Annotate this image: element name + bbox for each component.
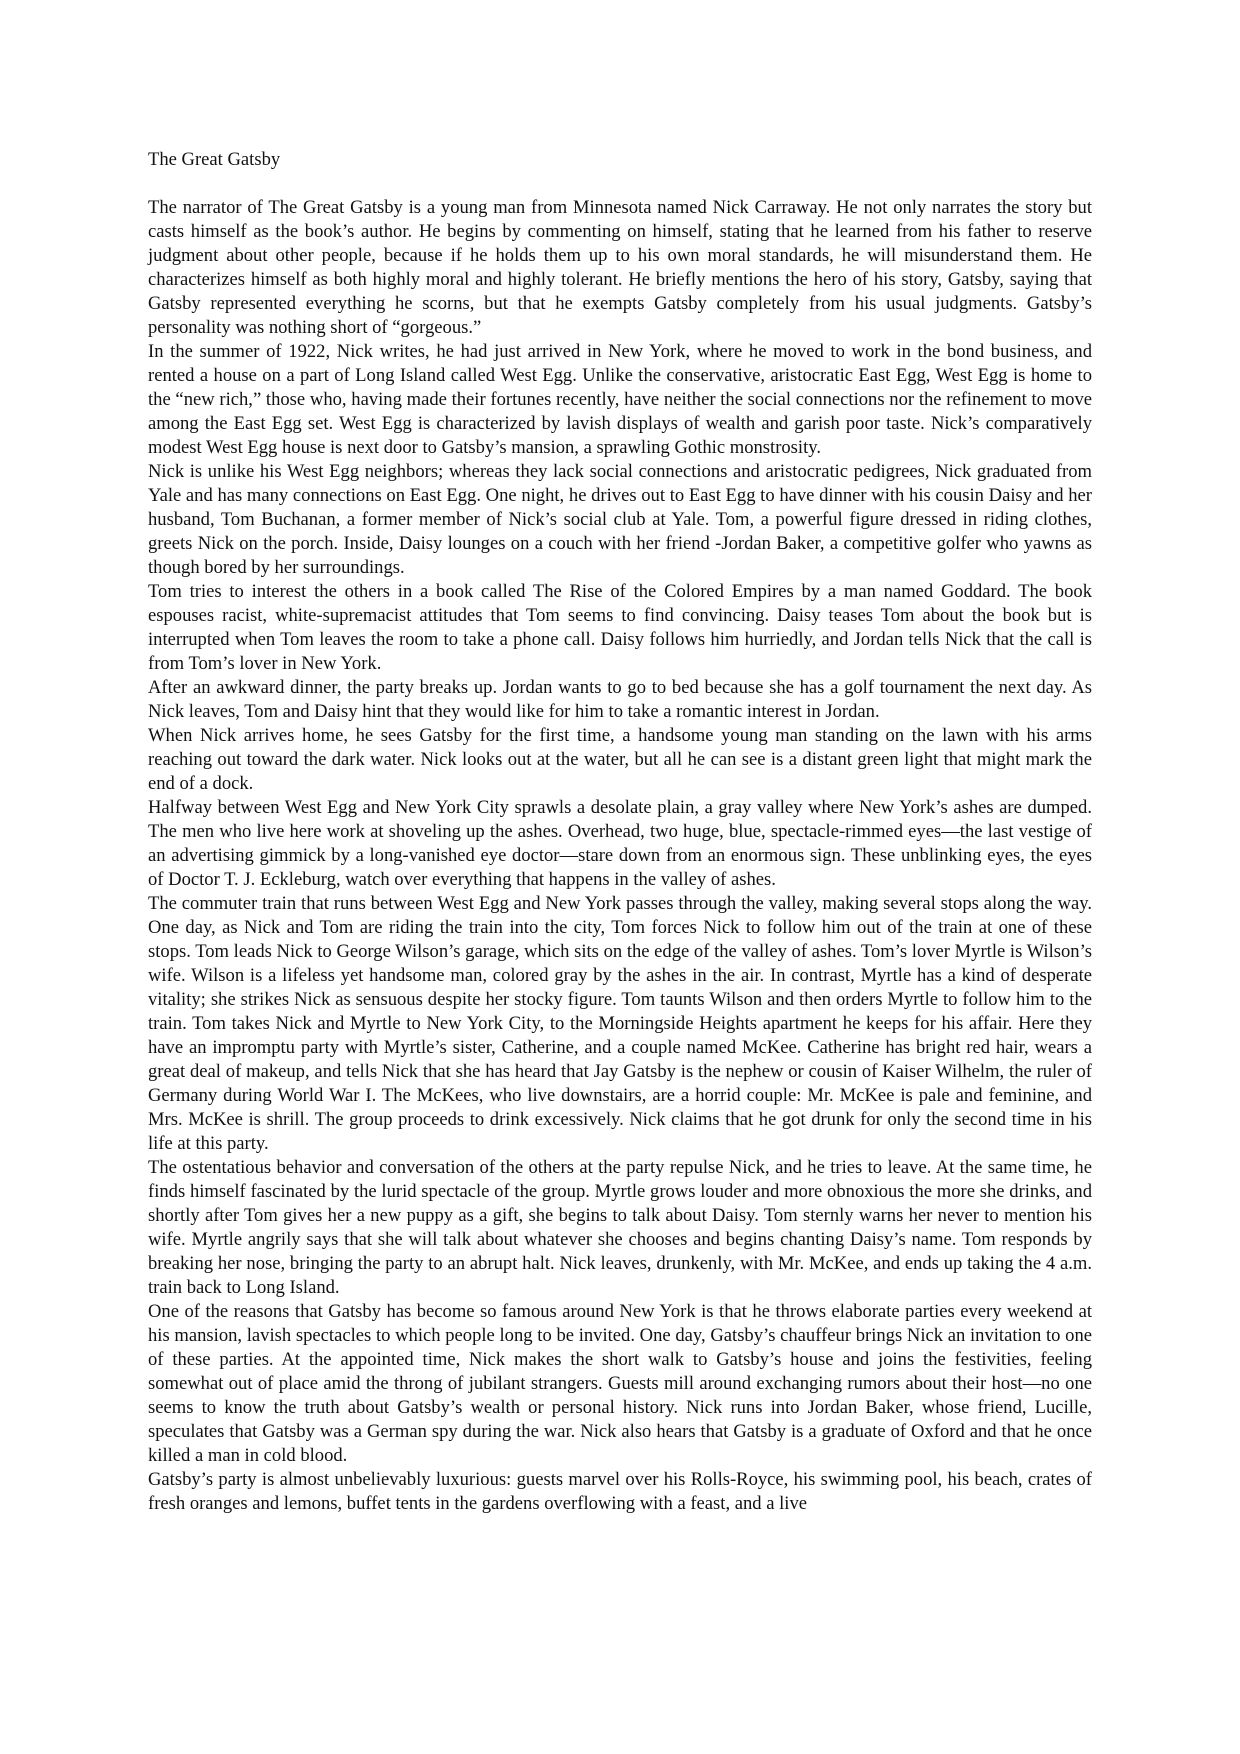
paragraph-6: When Nick arrives home, he sees Gatsby for the first time, a handsome young man standing on the lawn with his arms reaching out toward the dark water. Nick looks out at the water, but all he can see is a distant green light that might mark the end of a dock.: [148, 725, 1092, 794]
paragraph-5: After an awkward dinner, the party breaks up. Jordan wants to go to bed because she has a golf tournament the next day. As Nick leaves, Tom and Daisy hint that they would like for him to take a romantic interest in Jordan.: [148, 677, 1092, 722]
paragraph-3: Nick is unlike his West Egg neighbors; whereas they lack social connections and aristocratic pedigrees, Nick graduated from Yale and has many connections on East Egg. One night, he drives out to East Egg to have dinner with his cousin Daisy and her husband, Tom Buchanan, a former member of Nick’s social club at Yale. Tom, a powerful figure dressed in riding clothes, greets Nick on the porch. Inside, Daisy lounges on a couch with her friend -Jordan Baker, a competitive golfer who yawns as though bored by her surroundings.: [148, 461, 1092, 578]
paragraph-7: Halfway between West Egg and New York City sprawls a desolate plain, a gray valley where New York’s ashes are dumped. The men who live here work at shoveling up the ashes. Overhead, two huge, blue, spectacle-rimmed eyes—the last vestige of an advertising gimmick by a long-vanished eye doctor—stare down from an enormous sign. These unblinking eyes, the eyes of Doctor T. J. Eckleburg, watch over everything that happens in the valley of ashes.: [148, 797, 1092, 890]
paragraph-1: The narrator of The Great Gatsby is a young man from Minnesota named Nick Carraway. He not only narrates the story but casts himself as the book’s author. He begins by commenting on himself, stating that he learned from his father to reserve judgment about other people, because if he holds them up to his own moral standards, he will misunderstand them. He characterizes himself as both highly moral and highly tolerant. He briefly mentions the hero of his story, Gatsby, saying that Gatsby represented everything he scorns, but that he exempts Gatsby completely from his usual judgments. Gatsby’s personality was nothing short of “gorgeous.”: [148, 197, 1092, 338]
paragraph-10: One of the reasons that Gatsby has become so famous around New York is that he throws elaborate parties every weekend at his mansion, lavish spectacles to which people long to be invited. One day, Gatsby’s chauffeur brings Nick an invitation to one of these parties. At the appointed time, Nick makes the short walk to Gatsby’s house and joins the festivities, feeling somewhat out of place amid the throng of jubilant strangers. Guests mill around exchanging rumors about their host—no one seems to know the truth about Gatsby’s wealth or personal history. Nick runs into Jordan Baker, whose friend, Lucille, speculates that Gatsby was a German spy during the war. Nick also hears that Gatsby is a graduate of Oxford and that he once killed a man in cold blood.: [148, 1301, 1092, 1466]
document-title: The Great Gatsby: [148, 149, 281, 170]
paragraph-2: In the summer of 1922, Nick writes, he had just arrived in New York, where he moved to work in the bond business, and rented a house on a part of Long Island called West Egg. Unlike the conservative, aristocratic East Egg, West Egg is home to the “new rich,” those who, having made their fortunes recently, have neither the social connections nor the refinement to move among the East Egg set. West Egg is characterized by lavish displays of wealth and garish poor taste. Nick’s comparatively modest West Egg house is next door to Gatsby’s mansion, a sprawling Gothic monstrosity.: [148, 341, 1092, 458]
paragraph-4: Tom tries to interest the others in a book called The Rise of the Colored Empires by a man named Goddard. The book espouses racist, white-supremacist attitudes that Tom seems to find convincing. Daisy teases Tom about the book but is interrupted when Tom leaves the room to take a phone call. Daisy follows him hurriedly, and Jordan tells Nick that the call is from Tom’s lover in New York.: [148, 581, 1092, 674]
paragraph-11: Gatsby’s party is almost unbelievably luxurious: guests marvel over his Rolls-Royce, his swimming pool, his beach, crates of fresh oranges and lemons, buffet tents in the gardens overflowing with a feast, and a live: [148, 1469, 1092, 1514]
paragraph-8: The commuter train that runs between West Egg and New York passes through the valley, making several stops along the way. One day, as Nick and Tom are riding the train into the city, Tom forces Nick to follow him out of the train at one of these stops. Tom leads Nick to George Wilson’s garage, which sits on the edge of the valley of ashes. Tom’s lover Myrtle is Wilson’s wife. Wilson is a lifeless yet handsome man, colored gray by the ashes in the air. In contrast, Myrtle has a kind of desperate vitality; she strikes Nick as sensuous despite her stocky figure. Tom taunts Wilson and then orders Myrtle to follow him to the train. Tom takes Nick and Myrtle to New York City, to the Morningside Heights apartment he keeps for his affair. Here they have an impromptu party with Myrtle’s sister, Catherine, and a couple named McKee. Catherine has bright red hair, wears a great deal of makeup, and tells Nick that she has heard that Jay Gatsby is the nephew or cousin of Kaiser Wilhelm, the ruler of Germany during World War I. The McKees, who live downstairs, are a horrid couple: Mr. McKee is pale and feminine, and Mrs. McKee is shrill. The group proceeds to drink excessively. Nick claims that he got drunk for only the second time in his life at this party.: [148, 893, 1092, 1154]
document-body: [148, 148, 1092, 1516]
paragraph-9: The ostentatious behavior and conversation of the others at the party repulse Nick, and he tries to leave. At the same time, he finds himself fascinated by the lurid spectacle of the group. Myrtle grows louder and more obnoxious the more she drinks, and shortly after Tom gives her a new puppy as a gift, she begins to talk about Daisy. Tom sternly warns her never to mention his wife. Myrtle angrily says that she will talk about whatever she chooses and begins chanting Daisy’s name. Tom responds by breaking her nose, bringing the party to an abrupt halt. Nick leaves, drunkenly, with Mr. McKee, and ends up taking the 4 a.m. train back to Long Island.: [148, 1157, 1092, 1298]
